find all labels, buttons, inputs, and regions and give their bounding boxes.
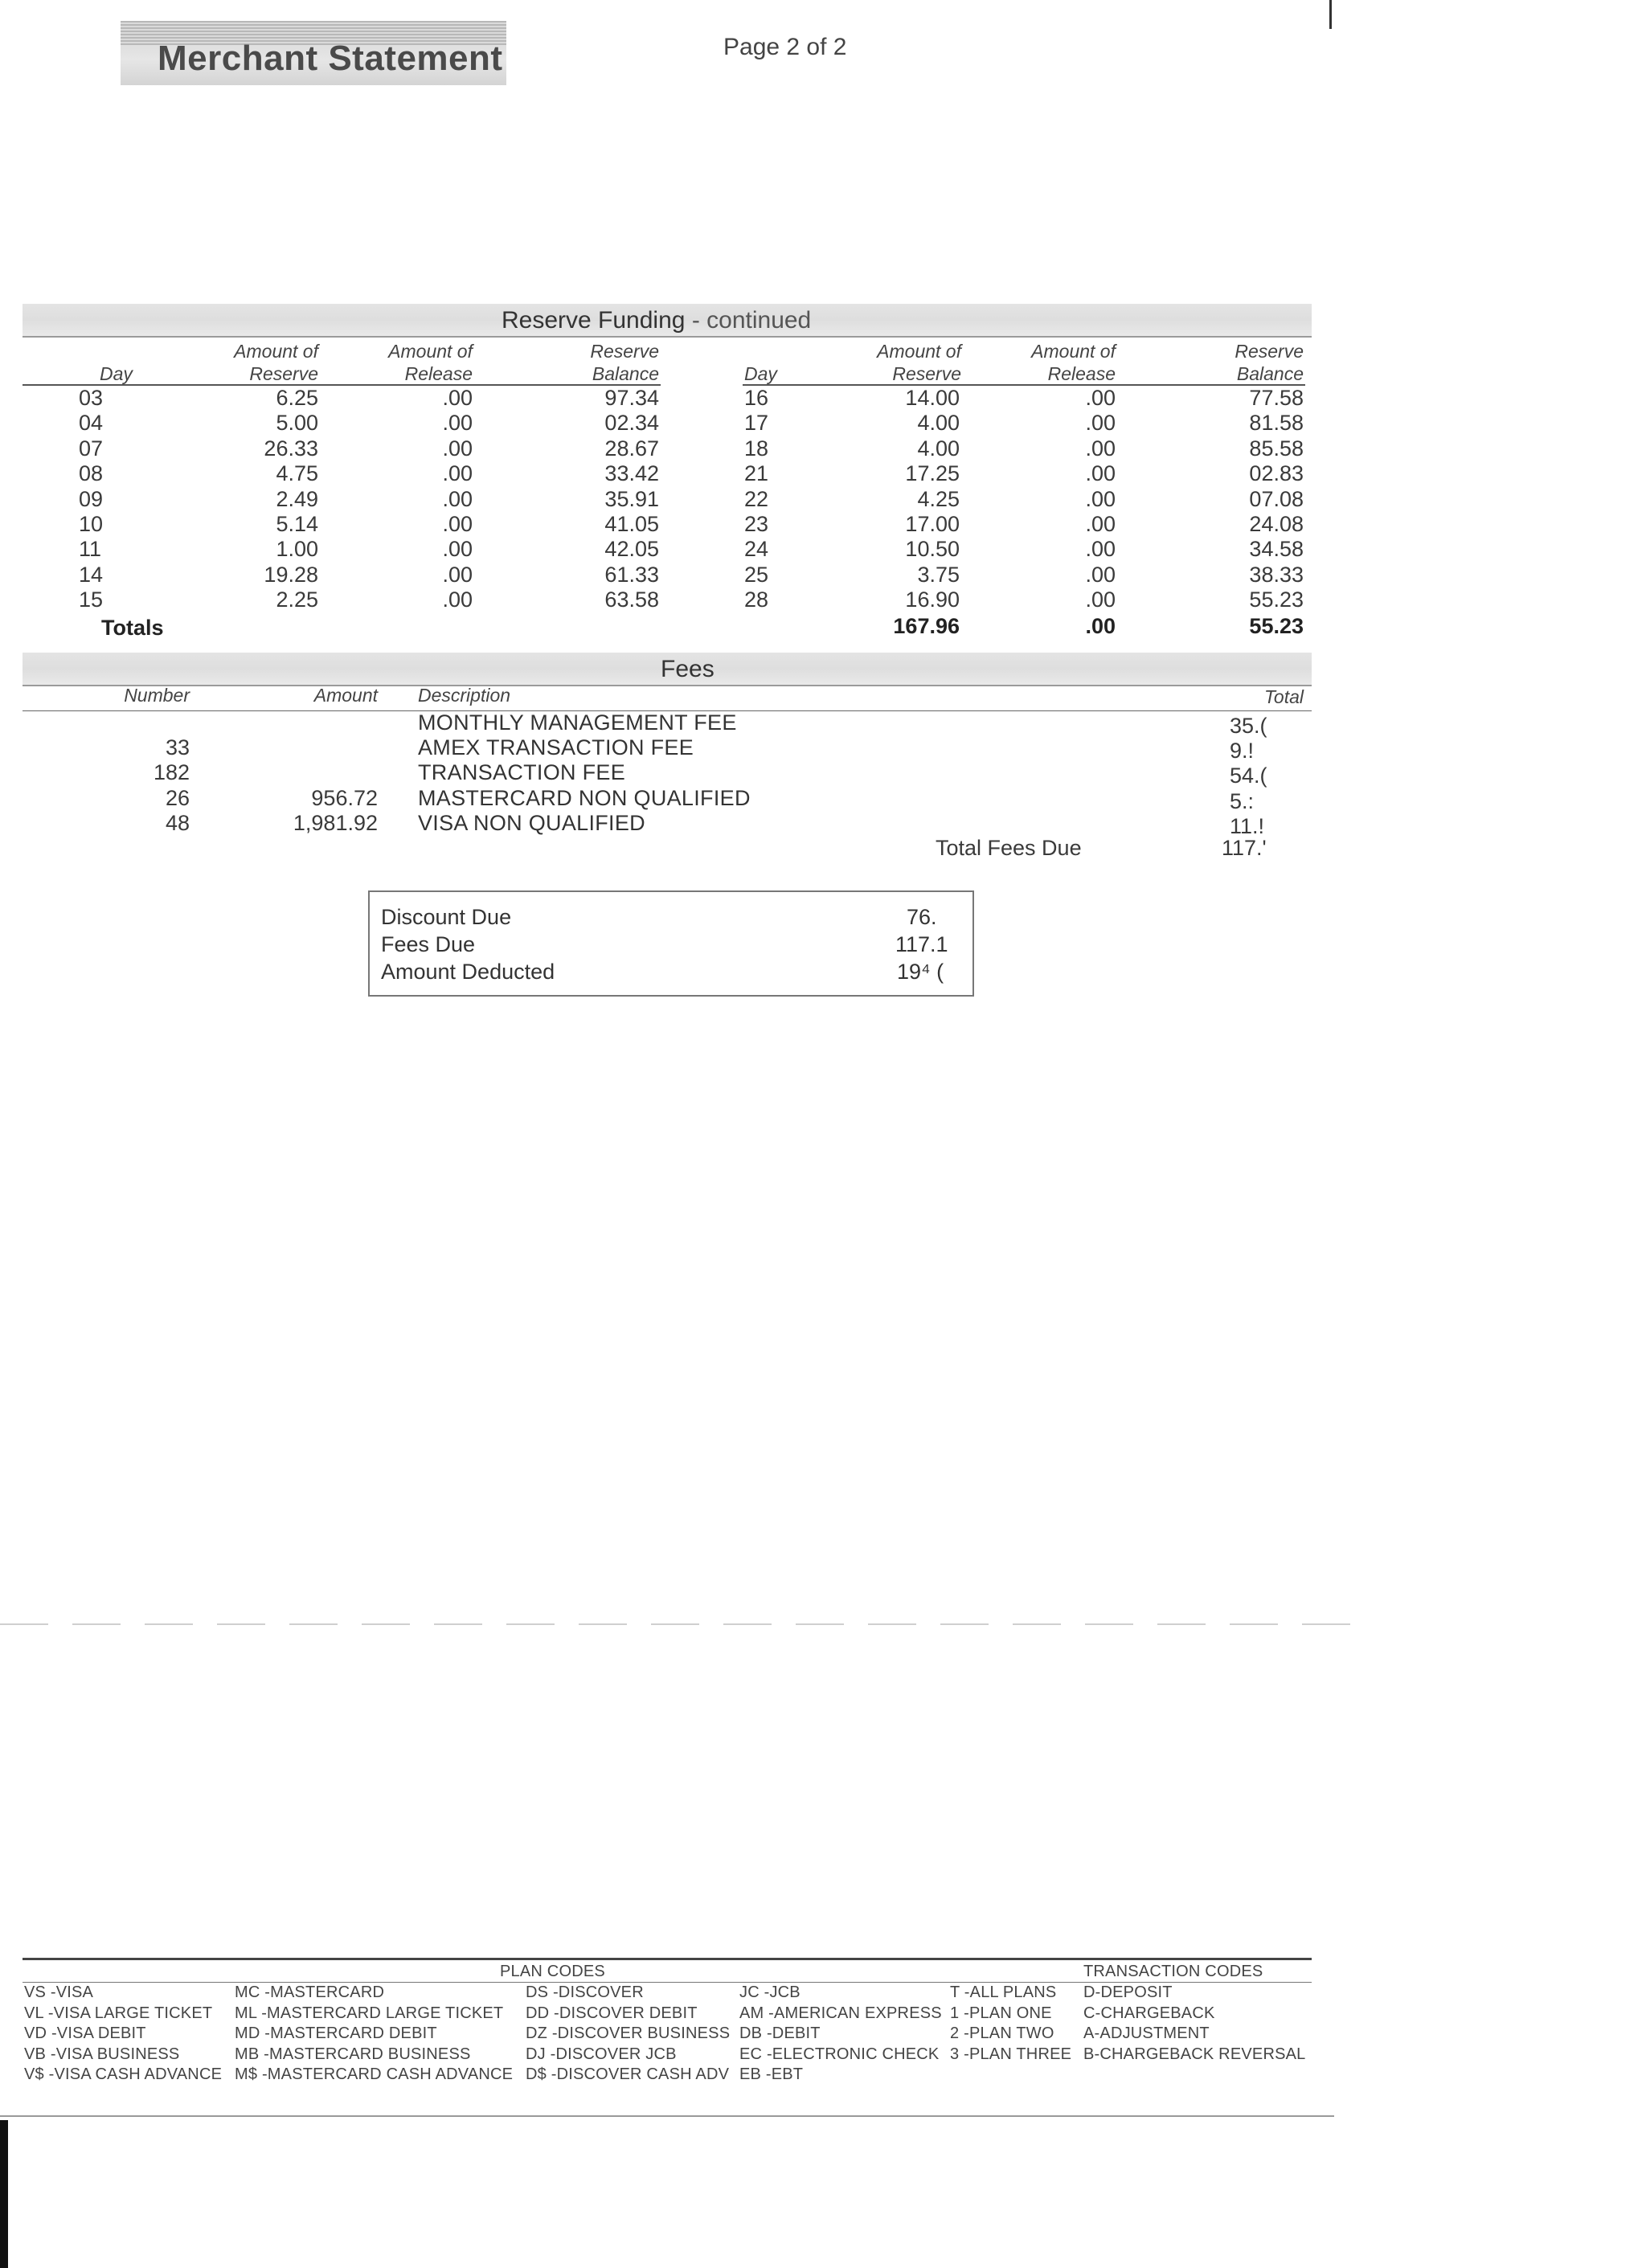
fee-number: 26: [165, 785, 190, 810]
release-amount: .00: [1085, 486, 1116, 511]
code-entry: D-DEPOSIT: [1083, 1983, 1173, 2001]
reserve-balance: 34.58: [1249, 537, 1304, 562]
reserve-amount: 2.49: [276, 486, 318, 511]
release-amount: .00: [442, 411, 473, 436]
reserve-amount: 14.00: [905, 386, 960, 410]
code-entry: C-CHARGEBACK: [1083, 2004, 1215, 2022]
fee-number: 33: [165, 735, 190, 760]
page-fold-line: [0, 1623, 1366, 1625]
reserve-day: 10: [79, 512, 104, 536]
codes-top-rule: [23, 1958, 1312, 1960]
fees-section-title: Fees: [661, 656, 714, 682]
fee-total: 54.(: [1230, 764, 1267, 788]
header-reserve: Reserve: [892, 363, 961, 384]
reserve-amount: 17.00: [905, 512, 960, 536]
reserve-amount: 16.90: [905, 587, 960, 612]
reserve-amount: 4.00: [917, 411, 960, 436]
reserve-amount: 5.14: [276, 512, 318, 536]
reserve-day: 23: [744, 512, 769, 536]
code-entry: VD -VISA DEBIT: [24, 2024, 146, 2042]
reserve-section-bar: [23, 304, 1312, 338]
fee-total: 5.:: [1230, 788, 1255, 813]
reserve-day: 08: [79, 461, 104, 486]
header-release: Release: [404, 363, 473, 384]
transaction-codes-title: TRANSACTION CODES: [1083, 1963, 1263, 1980]
code-entry: 3 -PLAN THREE: [950, 2045, 1072, 2063]
header-day: Day: [100, 363, 133, 384]
code-entry: DJ -DISCOVER JCB: [526, 2045, 677, 2063]
fee-number: 182: [153, 760, 190, 785]
code-entry: EC -ELECTRONIC CHECK: [739, 2045, 940, 2063]
code-entry: MB -MASTERCARD BUSINESS: [235, 2045, 471, 2063]
fees-due-label: Fees Due: [381, 932, 476, 956]
summary-box: [368, 890, 974, 997]
code-entry: DD -DISCOVER DEBIT: [526, 2004, 698, 2022]
reserve-balance: 28.67: [604, 436, 659, 461]
reserve-amount: 4.75: [276, 461, 318, 486]
reserve-balance: 42.05: [604, 537, 659, 562]
reserve-balance: 41.05: [604, 512, 659, 536]
fee-total: 9.!: [1230, 739, 1255, 764]
total-fees-value: 117.': [1222, 836, 1267, 860]
reserve-balance: 24.08: [1249, 512, 1304, 536]
code-entry: MD -MASTERCARD DEBIT: [235, 2024, 437, 2042]
reserve-amount: 17.25: [905, 461, 960, 486]
release-amount: .00: [1085, 562, 1116, 587]
reserve-balance: 81.58: [1249, 411, 1304, 436]
code-entry: JC -JCB: [739, 1983, 800, 2001]
reserve-balance: 77.58: [1249, 386, 1304, 410]
fee-total: 11.!: [1230, 813, 1265, 838]
reserve-day: 22: [744, 486, 769, 511]
fee-description: MONTHLY MANAGEMENT FEE: [418, 710, 737, 735]
fee-total: 35.(: [1230, 714, 1267, 738]
code-entry: B-CHARGEBACK REVERSAL: [1083, 2045, 1306, 2063]
code-entry: T -ALL PLANS: [950, 1983, 1057, 2001]
reserve-day: 11: [79, 537, 102, 562]
totals-release: .00: [1085, 614, 1116, 638]
reserve-section-title: Reserve Funding - continued: [502, 307, 812, 334]
reserve-amount: 1.00: [276, 537, 318, 562]
code-entry: VB -VISA BUSINESS: [24, 2045, 180, 2063]
fees-due-value: 117.1: [895, 932, 948, 956]
reserve-balance: 55.23: [1249, 587, 1304, 612]
reserve-day: 18: [744, 436, 769, 461]
plan-codes-title: PLAN CODES: [500, 1963, 605, 1980]
reserve-balance: 97.34: [604, 386, 659, 410]
reserve-balance: 38.33: [1249, 562, 1304, 587]
reserve-amount: 6.25: [276, 386, 318, 410]
fee-description: TRANSACTION FEE: [418, 760, 626, 785]
code-entry: V$ -VISA CASH ADVANCE: [24, 2065, 223, 2083]
code-entry: A-ADJUSTMENT: [1083, 2024, 1210, 2042]
reserve-amount: 3.75: [917, 562, 960, 587]
statement-title: Merchant Statement: [158, 39, 503, 78]
release-amount: .00: [1085, 386, 1116, 410]
reserve-balance: 02.34: [604, 411, 659, 436]
page-number: Page 2 of 2: [723, 34, 847, 60]
code-entry: DZ -DISCOVER BUSINESS: [526, 2024, 731, 2042]
reserve-amount: 4.25: [917, 486, 960, 511]
release-amount: .00: [442, 386, 473, 410]
totals-label: Totals: [101, 616, 164, 640]
reserve-amount: 26.33: [264, 436, 318, 461]
totals-reserve: 167.96: [893, 614, 960, 638]
header-amount-of-release-1: Amount of: [388, 341, 473, 362]
reserve-balance: 07.08: [1249, 486, 1304, 511]
code-entry: MC -MASTERCARD: [235, 1983, 385, 2001]
header-balance: Balance: [592, 363, 659, 384]
reserve-day: 16: [744, 386, 769, 410]
reserve-amount: 19.28: [264, 562, 318, 587]
fee-description: MASTERCARD NON QUALIFIED: [418, 785, 751, 810]
reserve-amount: 5.00: [276, 411, 318, 436]
amount-deducted-label: Amount Deducted: [381, 960, 555, 984]
release-amount: .00: [442, 461, 473, 486]
release-amount: .00: [442, 436, 473, 461]
code-entry: DS -DISCOVER: [526, 1983, 644, 2001]
reserve-balance: 85.58: [1249, 436, 1304, 461]
code-entry: DB -DEBIT: [739, 2024, 821, 2042]
release-amount: .00: [1085, 537, 1116, 562]
header-day: Day: [744, 363, 777, 384]
fee-amount: 956.72: [311, 785, 378, 810]
code-entry: D$ -DISCOVER CASH ADV: [526, 2065, 730, 2083]
codes-header-rule: [23, 1982, 1312, 1983]
release-amount: .00: [1085, 587, 1116, 612]
discount-due-label: Discount Due: [381, 905, 512, 929]
code-entry: 1 -PLAN ONE: [950, 2004, 1052, 2022]
header-amount-of-release-1: Amount of: [1031, 341, 1116, 362]
header-release: Release: [1047, 363, 1116, 384]
reserve-day: 28: [744, 587, 769, 612]
code-entry: M$ -MASTERCARD CASH ADVANCE: [235, 2065, 514, 2083]
reserve-day: 21: [744, 461, 769, 486]
code-entry: EB -EBT: [739, 2065, 804, 2083]
fee-amount: 1,981.92: [293, 810, 378, 835]
reserve-day: 24: [744, 537, 769, 562]
header-reserve-balance-1: Reserve: [1234, 341, 1304, 362]
reserve-day: 17: [744, 411, 769, 436]
header-balance: Balance: [1236, 363, 1304, 384]
release-amount: .00: [442, 486, 473, 511]
header-amount-of-reserve-1: Amount of: [877, 341, 961, 362]
reserve-balance: 02.83: [1249, 461, 1304, 486]
release-amount: .00: [1085, 436, 1116, 461]
fees-header-total: Total: [1263, 686, 1304, 707]
reserve-day: 09: [79, 486, 104, 511]
discount-due-value: 76.: [907, 905, 937, 929]
code-entry: VS -VISA: [24, 1983, 94, 2001]
release-amount: .00: [1085, 461, 1116, 486]
release-amount: .00: [442, 562, 473, 587]
scan-mark: [1329, 0, 1332, 29]
fees-header-number: Number: [124, 685, 190, 706]
reserve-day: 07: [79, 436, 104, 461]
fee-number: 48: [165, 810, 190, 835]
release-amount: .00: [442, 537, 473, 562]
reserve-amount: 2.25: [276, 587, 318, 612]
bottom-rule: [0, 2115, 1334, 2117]
reserve-balance: 33.42: [604, 461, 659, 486]
code-entry: ML -MASTERCARD LARGE TICKET: [235, 2004, 504, 2022]
reserve-day: 03: [79, 386, 104, 410]
reserve-balance: 61.33: [604, 562, 659, 587]
release-amount: .00: [1085, 411, 1116, 436]
code-entry: 2 -PLAN TWO: [950, 2024, 1054, 2042]
release-amount: .00: [1085, 512, 1116, 536]
fees-section-bar: [23, 653, 1312, 686]
reserve-day: 14: [79, 562, 104, 587]
reserve-day: 04: [79, 411, 104, 436]
release-amount: .00: [442, 587, 473, 612]
reserve-balance: 63.58: [604, 587, 659, 612]
header-amount-of-reserve-1: Amount of: [234, 341, 318, 362]
fee-description: VISA NON QUALIFIED: [418, 810, 645, 835]
fees-header-amount: Amount: [313, 685, 378, 706]
scan-edge: [0, 2120, 8, 2268]
header-reserve: Reserve: [249, 363, 318, 384]
code-entry: VL -VISA LARGE TICKET: [24, 2004, 213, 2022]
reserve-day: 25: [744, 562, 769, 587]
release-amount: .00: [442, 512, 473, 536]
total-fees-label: Total Fees Due: [936, 836, 1082, 860]
amount-deducted-value: 19⁴ (: [897, 960, 944, 984]
reserve-balance: 35.91: [604, 486, 659, 511]
fee-description: AMEX TRANSACTION FEE: [418, 735, 694, 760]
header-reserve-balance-1: Reserve: [590, 341, 659, 362]
totals-balance: 55.23: [1249, 614, 1304, 638]
fees-header-description: Description: [418, 685, 511, 706]
code-entry: AM -AMERICAN EXPRESS: [739, 2004, 942, 2022]
reserve-amount: 4.00: [917, 436, 960, 461]
reserve-amount: 10.50: [905, 537, 960, 562]
reserve-day: 15: [79, 587, 104, 612]
